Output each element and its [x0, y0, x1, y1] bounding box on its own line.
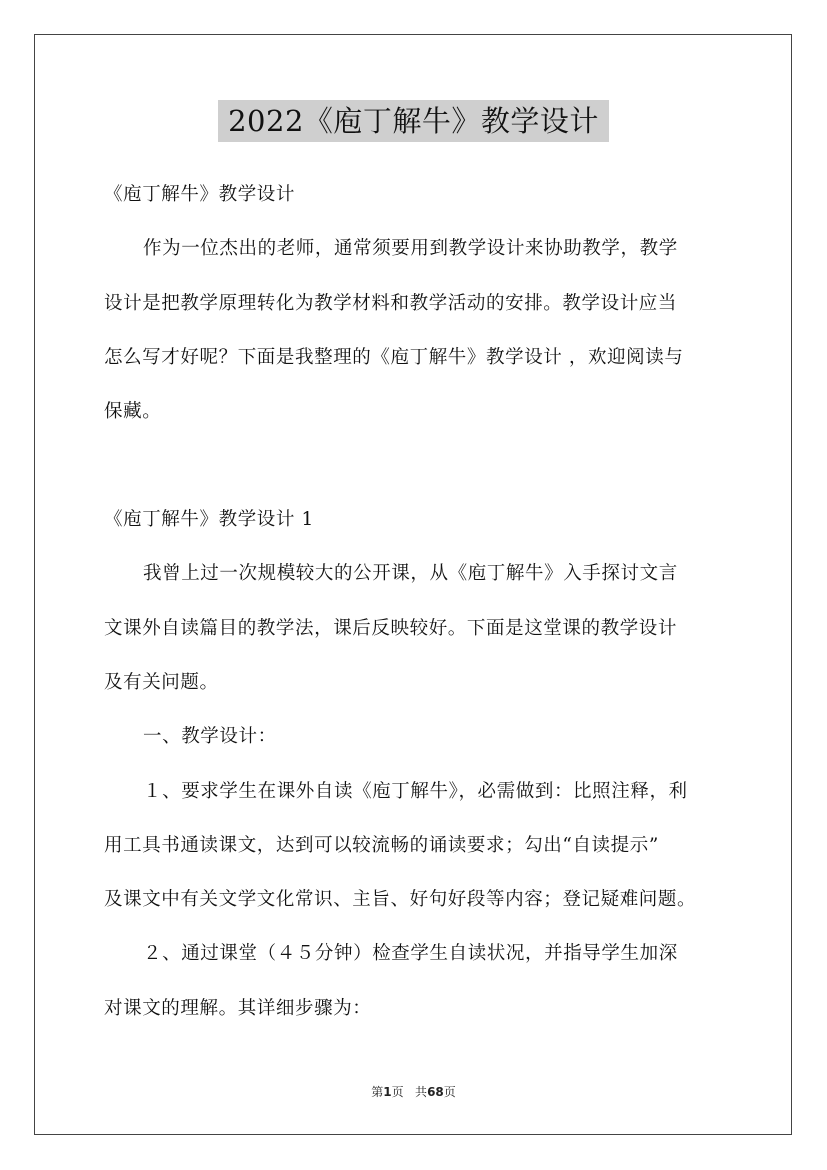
title-wrap	[0, 100, 827, 142]
paragraph-line: 对课文的理解。其详细步骤为：	[104, 998, 372, 1019]
footer-total-suffix: 页	[443, 1085, 456, 1099]
footer-total-prefix: 共	[415, 1085, 428, 1099]
paragraph-line: 及课文中有关文学文化常识、主旨、好句好段等内容；登记疑难问题。	[104, 889, 697, 910]
paragraph-line: 保藏。	[104, 401, 162, 422]
footer-page-word: 页	[391, 1085, 404, 1099]
subheading: 一、教学设计：	[143, 726, 277, 747]
paragraph-line: 我曾上过一次规模较大的公开课，从《庖丁解牛》入手探讨文言	[143, 563, 678, 584]
current-page-number: 1	[383, 1085, 392, 1099]
paragraph-line: 作为一位杰出的老师，通常须要用到教学设计来协助教学，教学	[143, 238, 678, 259]
paragraph-line: １、要求学生在课外自读《庖丁解牛》，必需做到：比照注释，利	[143, 781, 688, 802]
paragraph-line: 及有关问题。	[104, 672, 219, 693]
paragraph-line: 用工具书通读课文，达到可以较流畅的诵读要求；勾出“自读提示”	[104, 835, 659, 856]
total-pages-number: 68	[427, 1085, 444, 1099]
footer-prefix: 第	[371, 1085, 384, 1099]
section-heading: 《庖丁解牛》教学设计	[104, 184, 296, 205]
paragraph-line: ２、通过课堂（４５分钟）检查学生自读状况，并指导学生加深	[143, 943, 678, 964]
section-heading: 《庖丁解牛》教学设计 1	[104, 509, 314, 530]
paragraph-line: 怎么写才好呢？下面是我整理的《庖丁解牛》教学设计 ，欢迎阅读与	[104, 347, 684, 368]
page-footer	[0, 1083, 827, 1100]
document-title: 2022《庖丁解牛》教学设计	[218, 100, 609, 142]
paragraph-line: 文课外自读篇目的教学法，课后反映较好。下面是这堂课的教学设计	[104, 618, 678, 639]
paragraph-line: 设计是把教学原理转化为教学材料和教学活动的安排。教学设计应当	[104, 293, 678, 314]
